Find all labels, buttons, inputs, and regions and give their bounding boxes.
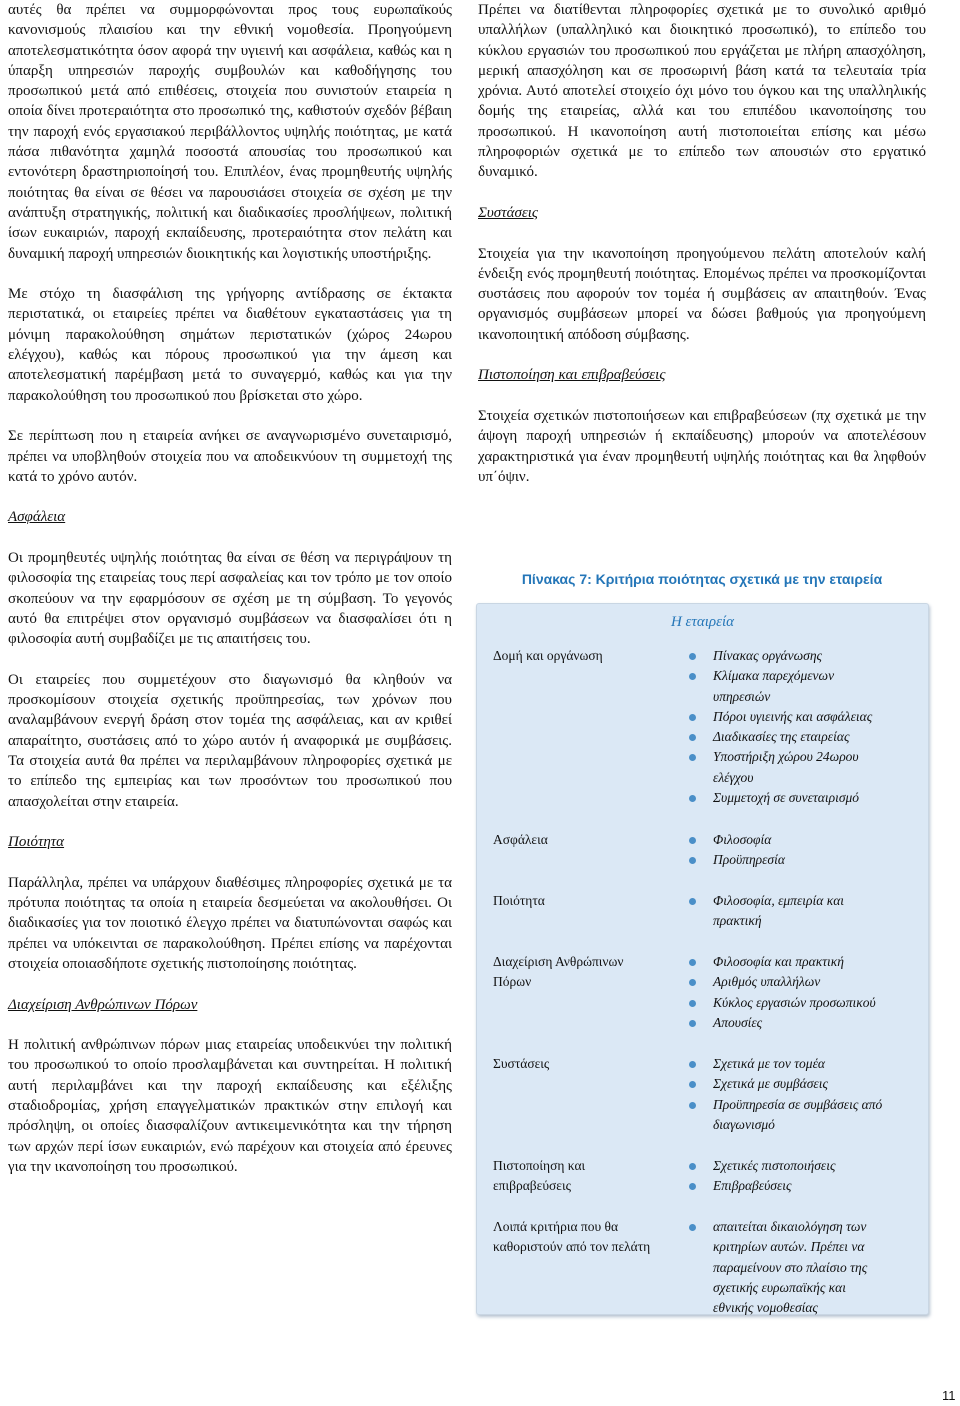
bullet-icon <box>689 979 696 986</box>
table-category: Ποιότητα <box>493 893 545 908</box>
list-item: Φιλοσοφία, εμπειρία και πρακτική <box>689 891 889 932</box>
table-category: Λοιπά κριτήρια που θα καθοριστούν από τον πελάτη <box>493 1219 651 1255</box>
bullet-icon <box>689 1000 696 1007</box>
list-item: Φιλοσοφία <box>689 830 889 850</box>
right-column <box>478 0 926 507</box>
quality-criteria-table <box>476 603 929 1315</box>
bullet-icon <box>689 714 696 721</box>
bullet-icon <box>689 1102 696 1109</box>
section-heading-safety: Ασφάλεια <box>8 509 66 526</box>
bullet-icon <box>689 959 696 966</box>
list-item: Προϋπηρεσία σε συμβάσεις από διαγωνισμό <box>689 1095 889 1136</box>
paragraph: Με στόχο τη διασφάλιση της γρήγορης αντίδρασης σε έκτακτα περιστατικά, οι εταιρείες πρέπει να διαθέτουν εγκαταστάσεις για τη μόνιμη παρακολούθηση σημάτων περιστατικών (χώρος 24ωρου ελέγχου), καθώς και πόρους προσωπικού για την άμεση και αποτελεσματική παρέμβαση μετά το συναγερμό, καθώς και για την παρακολούθηση του προσωπικού που βρίσκεται στο χώρο. <box>8 286 452 404</box>
bullet-icon <box>689 673 696 680</box>
criteria-list <box>689 952 889 1033</box>
list-item: Κύκλος εργασιών προσωπικού <box>689 993 889 1013</box>
criteria-list <box>689 1156 889 1197</box>
list-item: απαιτείται δικαιολόγηση των κριτηρίων αυτών. Πρέπει να παραμείνουν στο πλαίσιο της σχετικής ευρωπαϊκής και εθνικής νομοθεσίας <box>689 1217 889 1318</box>
bullet-icon <box>689 1081 696 1088</box>
bullet-icon <box>689 1163 696 1170</box>
list-item: Αριθμός υπαλλήλων <box>689 972 889 992</box>
list-item: Απουσίες <box>689 1013 889 1033</box>
table-category: Πιστοποίηση και επιβραβεύσεις <box>493 1158 586 1194</box>
paragraph: Πρέπει να διατίθενται πληροφορίες σχετικά με το συνολικό αριθμό υπαλλήλων (υπαλληλικό και διοικητικό προσωπικό), το επίπεδο του κύκλου εργασιών του προσωπικού που εργάζεται με πλήρη απασχόληση, μερική απασχόληση και σε προσωρινή βάση κατά τα τελευταία τρία χρόνια. Αυτό αποτελεί στοιχείο όχι μόνο του όγκου και της υπαλληλικής δομής της εταιρείας, αλλά και του επιπέδου ικανοποίησης του προσωπικού. Η ικανοποίηση αυτή πιστοποιείται επίσης και μέσω πληροφοριών σχετικά με το επίπεδο των απουσιών στο εργατικό δυναμικό. <box>478 2 926 181</box>
list-item: Διαδικασίες της εταιρείας <box>689 727 889 747</box>
list-item: Επιβραβεύσεις <box>689 1176 889 1196</box>
table-category: Διαχείριση Ανθρώπινων Πόρων <box>493 954 624 990</box>
bullet-icon <box>689 1020 696 1027</box>
section-heading-certification: Πιστοποίηση και επιβραβεύσεις <box>478 367 666 384</box>
bullet-icon <box>689 795 696 802</box>
section-heading-references: Συστάσεις <box>478 204 538 221</box>
table-header: Η εταιρεία <box>670 614 735 630</box>
bullet-icon <box>689 653 696 660</box>
bullet-icon <box>689 1061 696 1068</box>
paragraph: Η πολιτική ανθρώπινων πόρων μιας εταιρείας υποδεικνύει την πολιτική του προσωπικού το οποίο προσλαμβάνεται και συντηρείται. Η πολιτική αυτή περιλαμβάνει και την παροχή εκπαίδευσης και εξέλιξης σταδιοδρομίας, χρήση επαγγελματικών πρακτικών στην επιλογή και πρόσληψη, οι οποίες διασφαλίζουν αντικειμενικότητα και την τήρηση των αρχών περί ίσων ευκαιριών, ενώ παρέχουν και στοιχεία από έρευνες για την ικανοποίηση του προσωπικού. <box>8 1037 452 1175</box>
list-item: Πίνακας οργάνωσης <box>689 646 889 666</box>
criteria-list <box>689 830 889 871</box>
paragraph: Παράλληλα, πρέπει να υπάρχουν διαθέσιμες πληροφορίες σχετικά με τα πρότυπα ποιότητας τα οποία η εταιρεία δεσμεύεται να ακολουθήσει. Οι διαδικασίες για τον ποιοτικό έλεγχο πρέπει να διατυπώνονται σαφώς και πρέπει να υπόκεινται σε παρακολούθηση. Πρέπει επίσης να παρέχονται στοιχεία οποιασδήποτε σχετικής πιστοποίησης ποιότητας. <box>8 874 452 972</box>
criteria-list <box>689 1054 889 1135</box>
bullet-icon <box>689 857 696 864</box>
list-item: Σχετικά με συμβάσεις <box>689 1074 889 1094</box>
list-item: Φιλοσοφία και πρακτική <box>689 952 889 972</box>
page-number: 11 <box>942 1388 956 1403</box>
paragraph: Στοιχεία σχετικών πιστοποιήσεων και επιβραβεύσεων (πχ σχετικά με την άψογη παροχή υπηρεσιών ή εκπαίδευσης) μπορούν να αποτελέσουν χαρακτηριστικά για έναν προμηθευτή υψηλής ποιότητας και θα ληφθούν υπ΄όψιν. <box>478 407 926 485</box>
list-item: Σχετικές πιστοποιήσεις <box>689 1156 889 1176</box>
list-item: Προϋπηρεσία <box>689 850 889 870</box>
bullet-icon <box>689 734 696 741</box>
bullet-icon <box>689 1183 696 1190</box>
section-heading-hr: Διαχείριση Ανθρώπινων Πόρων <box>8 996 198 1013</box>
section-heading-quality: Ποιότητα <box>8 834 65 851</box>
paragraph: Σε περίπτωση που η εταιρεία ανήκει σε αναγνωρισμένο συνεταιρισμό, πρέπει να υποβληθούν στοιχεία που να αποδεικνύουν τη συμμετοχή της κατά το χρόνο αυτόν. <box>8 428 452 485</box>
criteria-list <box>689 646 889 808</box>
bullet-icon <box>689 837 696 844</box>
list-item: Κλίμακα παρεχόμενων υπηρεσιών <box>689 666 889 707</box>
criteria-list <box>689 891 889 932</box>
paragraph: Στοιχεία για την ικανοποίηση προηγούμενου πελάτη αποτελούν καλή ένδειξη ενός προμηθευτή ποιότητας. Επομένως πρέπει να προσκομίζονται συστάσεις που αφορούν τον τομέα ή συμβάσεις αν απαιτηθούν. Ένας οργανισμός συμβάσεων μπορεί να δώσει βαθμούς για προηγούμενη ικανοποιητική απόδοση σύμβασης. <box>478 245 926 343</box>
paragraph: Οι προμηθευτές υψηλής ποιότητας θα είναι σε θέση να περιγράψουν τη φιλοσοφία της εταιρείας τους περί ασφαλείας και τον τρόπο με τον οποίο σκοπεύουν να την εφαρμόσουν σε σχέση με τη σύμβαση. Το γεγονός αυτό θα επιτρέψει στον οργανισμό συμβάσεων να διασφαλίσει ότι η φιλοσοφία αυτή συμβαδίζει με τις απαιτήσεις του. <box>8 550 452 648</box>
paragraph: Οι εταιρείες που συμμετέχουν στο διαγωνισμό θα κληθούν να προσκομίσουν στοιχεία σχετικής προϋπηρεσίας, των χρόνων που αναλαμβάνουν ενεργή δράση στον τομέα της ασφάλειας, και αν κριθεί απαραίτητο, συστάσεις από το χώρο αυτόν ή αναφορικά με συμβάσεις. Τα στοιχεία αυτά θα πρέπει να περιλαμβάνουν πληροφορίες σχετικά με το επίπεδο της εμπειρίας και των προσόντων του προσωπικού που απασχολείται στην εταιρεία. <box>8 671 452 810</box>
bullet-icon <box>689 1224 696 1231</box>
table-title: Πίνακας 7: Κριτήρια ποιότητας σχετικά με την εταιρεία <box>521 571 883 587</box>
table-category: Δομή και οργάνωση <box>493 648 603 663</box>
table-category: Συστάσεις <box>493 1056 550 1071</box>
list-item: Πόροι υγιεινής και ασφάλειας <box>689 707 889 727</box>
paragraph: αυτές θα πρέπει να συμμορφώνονται προς τους ευρωπαϊκούς κανονισμούς πλαισίου και την εθνική νομοθεσία. Προηγούμενη αποτελεσματικότητα όσον αφορά την υγιεινή και ασφάλεια, καθώς και η ύπαρξη υπηρεσιών παροχής συμβουλών και καθοδήγησης του προσωπικού μετά από επιθέσεις, στοιχεία που συνιστούν εταιρεία η οποία δίνει προτεραιότητα στο προσωπικό της, καθιστούν σχεδόν βέβαιη την παροχή ενός εργασιακού περιβάλλοντος υψηλής ποιότητας, με κατά πάσα πιθανότητα χαμηλά ποσοστά απουσίας του προσωπικού και εντονότερη δραστηριοποίησή του. Επιπλέον, ένας προμηθευτής υψηλής ποιότητας θα είναι σε θέσει να παρουσιάσει στοιχεία σε σχέση με την ανάπτυξη στρατηγικής, πολιτική και διαδικασίες προσλήψεων, πολιτική ίσων ευκαιριών, παροχή εκπαίδευσης, προτεραιότητα στον πελάτη και δυναμική παροχή υπηρεσιών διοικητικής και λογιστικής υποστήριξης. <box>8 2 452 262</box>
list-item: Συμμετοχή σε συνεταιρισμό <box>689 788 889 808</box>
list-item: Υποστήριξη χώρου 24ωρου ελέγχου <box>689 747 889 788</box>
bullet-icon <box>689 898 696 905</box>
criteria-list <box>689 1217 889 1318</box>
left-column <box>8 0 452 1198</box>
bullet-icon <box>689 754 696 761</box>
table-category: Ασφάλεια <box>493 832 548 847</box>
list-item: Σχετικά με τον τομέα <box>689 1054 889 1074</box>
